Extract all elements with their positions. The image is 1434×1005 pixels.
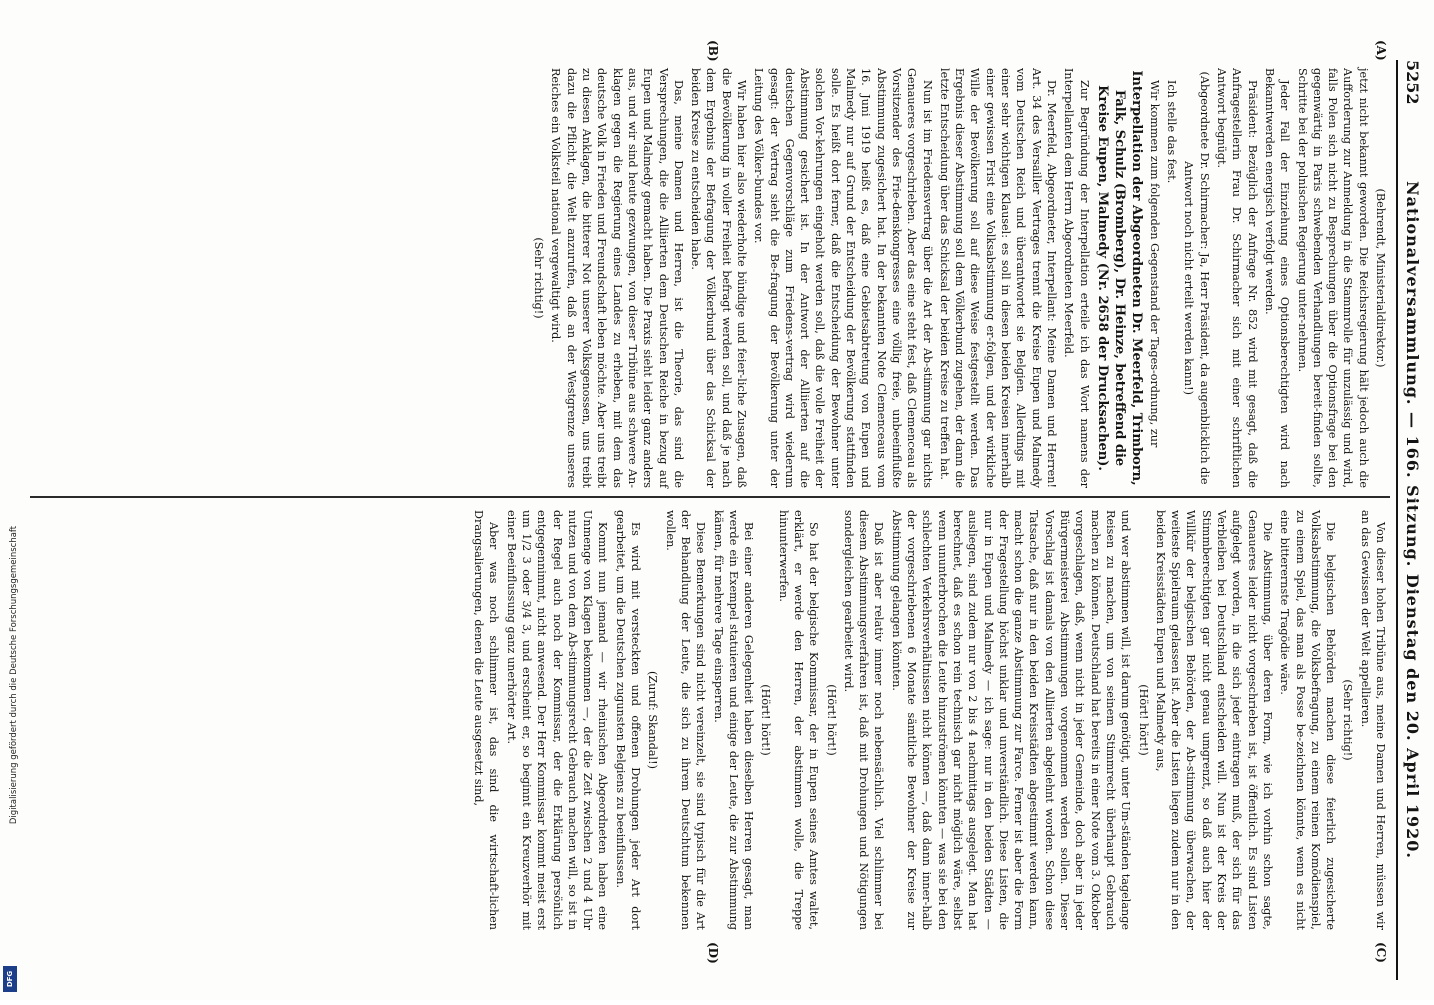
interjection: (Hört! hört!) xyxy=(1136,684,1150,756)
running-title: Nationalversammlung. — 166. Sitzung. Dienstag den 20. April 1920. xyxy=(1403,181,1422,859)
digitization-credit-text: Digitalisierung gefördert durch die Deutsche Forschungsgemeinschaft xyxy=(9,525,19,825)
paragraph: So hat der belgische Kommissar, der in Eupen seines Amtes waltet, erklärt, er werde den Herren, der abstimmen wolle, die Treppe hinunterwerfen. xyxy=(776,510,821,930)
paragraph: Zur Begründung der Interpellation erteile ich das Wort namens der Interpellanten dem Herrn Abgeordneten Meerfeld. xyxy=(1062,68,1091,488)
interpellation-heading: Interpellation der Abgeordneten Dr. Meerfeld, Trimborn, Falk, Schulz (Bromberg), Dr. Heinze, betreffend die Kreise Eupen, Malmedy (Nr. 2658 der Drucksachen). xyxy=(1094,70,1144,486)
interjection: (Hört! hört!) xyxy=(759,684,773,756)
paragraph: Daß ist aber relativ immer noch nebensächlich. Viel schlimmer bei diesem Abstimmungsverfahren ist, daß mit Drohungen und Nötigungen sondergleichen gearbeitet wird. xyxy=(841,510,886,930)
page-number: 5252 xyxy=(1403,60,1422,105)
paragraph: Präsident: Bezüglich der Anfrage Nr. 852 wird mit gesagt, daß die Anfragestellerin Frau Dr. Schirmacher sich mit einer schriftlichen Antwort begnügt. xyxy=(1215,68,1259,488)
paragraph: jetzt nicht bekannt geworden. Die Reichsregierung hält jedoch auch die Aufforderung zur Anmeldung in die Stammrolle für unzulässig und wird, falls Polen sich nicht zu Besprechungen über die Optionsfrage bei den gegenwärtig in Paris schwebenden Verhandlungen bereit-finden sollte, Schritte bei der polnischen Regierung unter-nehmen. xyxy=(1295,68,1370,488)
dfg-logo xyxy=(3,966,17,992)
paragraph: Die belgischen Behörden machen diese feierlich zugesicherte Volksabstimmung, die Volksbefragung, zu einem reinen Komödienspiel, zu einem Spiel, das man als Posse be-zeichnen könnte, wenn es nicht eine bitterernste Tragödie wäre. xyxy=(1278,510,1338,930)
paragraph: Wir haben hier also wiederholte bündige und feier-liche Zusagen, daß die Bevölkerung in voller Freiheit befragt werden soll, und daß je nach dem Ergebnis der Befragung der Völkerbund über das Schicksal der beiden Kreise zu entscheiden habe. xyxy=(689,68,749,488)
margin-marker-a: (A) xyxy=(1374,40,1388,61)
interjection: (Abgeordnete Dr. Schirmacher: Ja, Herr Präsident, da augenblicklich die Antwort noch nicht erteilt werden kann!) xyxy=(1182,71,1211,485)
interjection: (Sehr richtig!) xyxy=(1341,679,1355,761)
margin-marker-b: (B) xyxy=(706,40,720,62)
column-divider xyxy=(30,496,1390,498)
digitization-credit xyxy=(4,340,20,1000)
paragraph: und wer abstimmen will, ist darum genötigt, unter Um-ständen tagelange Reisen zu machen, um von seinem Stimmrecht überhaupt Gebrauch machen zu können. Deutschland hat bereits in einer Note vom 3. Oktober vorgeschlagen, daß, wenn nicht in jeder Gemeinde, doch aber in jeder Bürgermeisterei Abstimmungen vorgenommen werden sollen. Dieser Vorschlag ist damals von den Alliierten abgelehnt worden. Schon diese Tatsache, daß nur in den beiden Kreisstädten abgestimmt werden kann, macht schon die ganze Abstimmung zur Farce. Ferner ist aber die Form der Fragestellung höchst unklar und unverständlich. Diese Listen, die nur in Eupen und Malmedy — ich sage: nur in den beiden Städten — ausliegen, sind zudem nur von 2 bis 4 nachmittags ausgelegt. Man hat berechnet, daß es schon rein technisch gar nicht möglich wäre, selbst wenn ununterbrochen die Leute hinzuströmen könnten — was sie bei den schlechten Verkehrsverhältnissen nicht können —, daß dann inner-halb der vorgeschriebenen 6 Monate sämtliche Bewohner der Kreise zur Abstimmung gelangen könnten. xyxy=(889,510,1133,930)
dfg-logo-text: DFG xyxy=(6,970,14,988)
speaker-note: (Behrendt, Ministerialdirektor.) xyxy=(1374,188,1387,368)
paragraph: Dr. Meerfeld, Abgeordneter, Interpellant: Meine Damen und Herren! Art. 34 des Versailler Vertrages trennt die Kreise Eupen und Malmedy vom Deutschen Reich und überantwortet sie Belgien. Allerdings mit einer sehr wichtigen Klausel: es soll in diesen beiden Kreisen innerhalb einer gewissen Frist eine Volksabstimmung er-folgen, und der wirkliche Wille der Bevölkerung soll auf diese Weise festgestellt werden. Das Ergebnis dieser Abstimmung soll dem Völkerbund zugehen, der dann die letzte Entscheidung über das Schicksal der beiden Kreise zu treffen hat. xyxy=(937,68,1058,488)
interjection: (Hört! hört!) xyxy=(824,684,838,756)
interjection: (Zuruf: Skandal!) xyxy=(646,671,660,769)
paragraph: Die Abstimmung, über deren Form, wie ich vorhin schon sagte, Genaueres leider nicht vorgeschrieben ist, ist öffentlich. Es sind Listen aufgelegt worden, in die sich jeder eintragen muß, der sich für das Verbleiben bei Deutschland entscheiden will. Nun ist der Kreis der Stimmberechtigten gar nicht genau umgrenzt, so daß auch hier der Willkür der belgischen Behörden, der Ab-stimmung überwachen, der weiteste Spielraum gelassen ist. Aber die Listen liegen zudem nur in den beiden Kreisstädten Eupen und Malmedy aus, xyxy=(1153,510,1274,930)
paragraph: Kommt nun jemand — wir rheinischen Abgeordneten haben eine Unmenge von Klagen bekommen —, der die Zeit zwischen 2 und 4 Uhr nutzen und von dem Ab-stimmungsrecht Gebrauch machen will, so ist in der Regel auch noch der Kommissar, der die Erklärung persönlich entgegennimmt, nicht anwesend. Der Herr Kommissar kommt meist erst um 1/2 3 oder 3/4 3, und erscheint er, so beginnt ein Kreuzverhör mit einer Beeinflussung ganz unerhörter Art. xyxy=(504,510,610,930)
paragraph: Jeder Fall der Einziehung eines Optionsberechtigten wird nach Bekanntwerden energisch verfolgt werden. xyxy=(1262,68,1292,488)
paragraph: Ich stelle das fest. xyxy=(1165,80,1179,184)
interjection: (Sehr richtig!) xyxy=(532,237,546,319)
paragraph: Bei einer anderen Gelegenheit haben dieselben Herren gesagt, man werde ein Exempel statuieren und einige der Leute, die zur Abstimmung kämen, für mehrere Tage einsperren. xyxy=(711,510,756,930)
paragraph: Das, meine Damen und Herren, ist die Theorie, das sind die Versprechungen, die die Alliierten dem Deutschen Reiche in bezug auf Eupen und Malmedy gemacht haben. Die Praxis sieht leider ganz anders aus, und wir sind heute gezwungen, von dieser Tribüne aus schwere An-klagen gegen die Regierung eines Landes zu erheben, mit dem das deutsche Volk in Frieden und Freundschaft leben möchte. Aber uns treibt zu diesen Anklagen, die bitterer Not unserer Volksgenossen, uns treibt dazu die Pflicht, die Welt anzurufen, daß an der Westgrenze unseres Reiches ein Volksteil national vergewaltigt wird. xyxy=(549,68,685,488)
left-column xyxy=(529,68,1388,488)
paragraph: Von dieser hohen Tribüne aus, meine Damen und Herren, müssen wir an das Gewissen der Welt appellieren. xyxy=(1358,510,1387,930)
margin-marker-c: (C) xyxy=(1374,942,1388,963)
paragraph: Diese Bemerkungen sind nicht vereinzelt, sie sind typisch für die Art der Behandlung der Leute, die sich zu ihrem Deutschtum bekennen wollen. xyxy=(663,510,708,930)
right-column xyxy=(469,510,1388,930)
paragraph: Es wird mit versteckten und offenen Drohungen jeder Art dort gearbeitet, um die Deutschen zugunsten Belgiens zu beeinflussen. xyxy=(613,510,643,930)
paragraph: Aber was noch schlimmer ist, das sind die wirtschaft-lichen Drangsalierungen, denen die Leute ausgesetzt sind, xyxy=(472,510,501,930)
paragraph: Nun ist im Friedensvertrag über die Art der Ab-stimmung gar nichts Genaueres vorgeschrieben. Aber das eine steht fest, daß Clemenceau als Vorsitzender des Frie-denskongresses eine völlig freie, unbeeinflußte Abstimmung zugesichert hat. In der bekannten Note Clemenceaus vom 16. Juni 1919 heißt es, daß eine Gebietsabtretung von Eupen und Malmedy nur auf Grund der Entscheidung der Bevölkerung stattfinden solle. Es heißt dort ferner, daß die Entscheidung der Bewohner unter solchen Vor-kehrungen eingeholt werden soll, daß die volle Freiheit der Abstimmung gesichert ist. In der Antwort der Alliierten auf die deutschen Gegenvorschläge zum Friedens-vertrag wird wiederum gesagt: der Vertrag sieht die Be-fragung der Bevölkerung unter der Leitung des Völker-bundes vor. xyxy=(752,68,934,488)
paragraph: Wir kommen zum folgenden Gegenstand der Tages-ordnung, zur xyxy=(1147,80,1161,448)
margin-marker-d: (D) xyxy=(706,942,720,964)
page-header xyxy=(1396,60,1424,980)
